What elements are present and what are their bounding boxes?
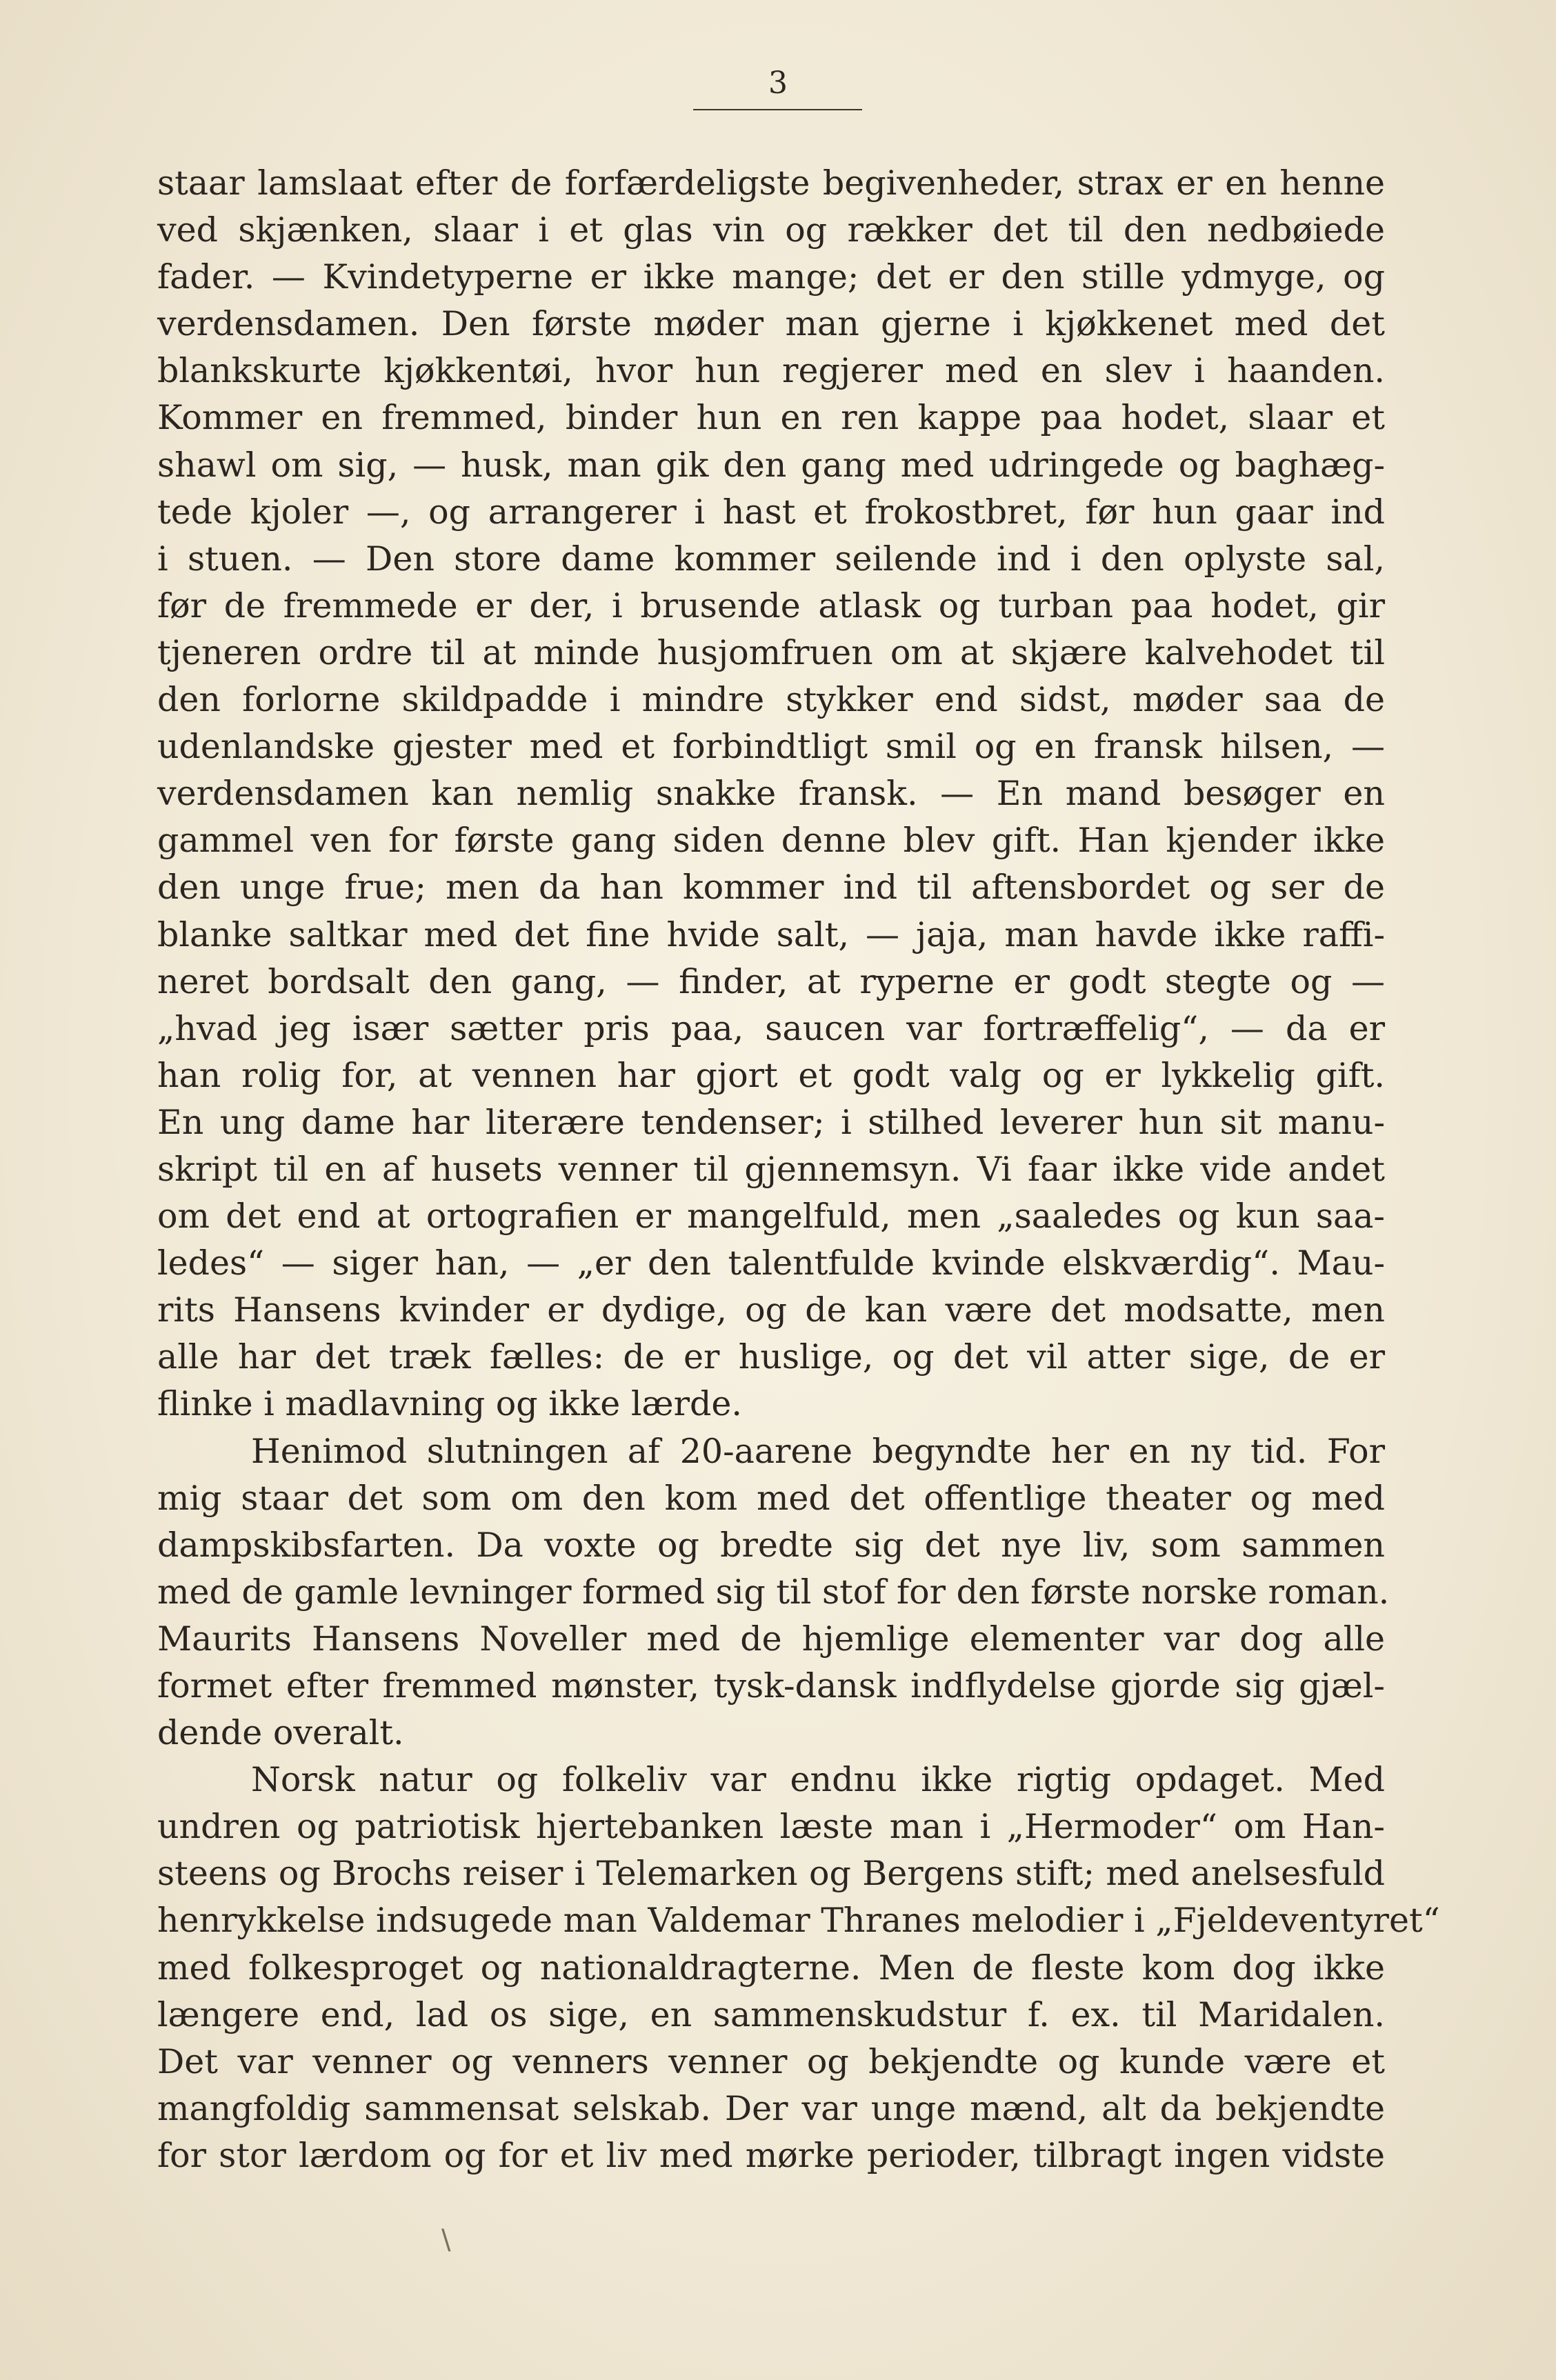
text-line: En ung dame har literære tendenser; i stilhed leverer hun sit manu-: [157, 1102, 1385, 1142]
text-line: shawl om sig, — husk, man gik den gang med udringede og baghæg-: [157, 445, 1385, 485]
text-line: udenlandske gjester med et forbindtligt smil og en fransk hilsen, —: [157, 727, 1385, 767]
paragraph: [157, 1757, 1440, 2179]
text-line: henrykkelse indsugede man Valdemar Thranes melodier i „Fjeldeventyret“: [157, 1901, 1440, 1941]
text-line: tjeneren ordre til at minde husjomfruen om at skjære kalvehodet til: [157, 632, 1385, 672]
text-line: formet efter fremmed mønster, tysk-dansk indflydelse gjorde sig gjæl-: [157, 1666, 1385, 1706]
text-line: verdensdamen kan nemlig snakke fransk. — En mand besøger en: [157, 774, 1385, 814]
text-line: ved skjænken, slaar i et glas vin og rækker det til den nedbøiede: [157, 210, 1385, 250]
text-line: dende overalt.: [157, 1713, 404, 1753]
text-line: „hvad jeg især sætter pris paa, saucen var fortræffelig“, — da er: [157, 1008, 1385, 1048]
text-line: den forlorne skildpadde i mindre stykker end sidst, møder saa de: [157, 680, 1385, 720]
text-line: Henimod slutningen af 20-aarene begyndte her en ny tid. For: [251, 1431, 1385, 1471]
paragraph: [157, 1428, 1390, 1757]
text-line: fader. — Kvindetyperne er ikke mange; det er den stille ydmyge, og: [157, 257, 1385, 297]
text-line: mangfoldig sammensat selskab. Der var unge mænd, alt da bekjendte: [157, 2088, 1385, 2128]
body-text: [157, 160, 1440, 2179]
text-line: den unge frue; men da han kommer ind til aftensbordet og ser de: [157, 868, 1385, 908]
header-rule: [693, 109, 862, 110]
text-line: med folkesproget og nationaldragterne. Men de fleste kom dog ikke: [157, 1948, 1385, 1988]
text-line: verdensdamen. Den første møder man gjerne i kjøkkenet med det: [157, 304, 1385, 344]
paragraph: [157, 160, 1385, 1428]
text-line: undren og patriotisk hjertebanken læste man i „Hermoder“ om Han-: [157, 1807, 1385, 1847]
text-line: længere end, lad os sige, en sammenskudstur f. ex. til Maridalen.: [157, 1994, 1385, 2034]
text-line: steens og Brochs reiser i Telemarken og Bergens stift; med anelsesfuld: [157, 1854, 1385, 1894]
text-line: gammel ven for første gang siden denne blev gift. Han kjender ikke: [157, 821, 1385, 861]
text-line: før de fremmede er der, i brusende atlask og turban paa hodet, gir: [157, 586, 1385, 626]
text-line: flinke i madlavning og ikke lærde.: [157, 1384, 742, 1424]
text-line: rits Hansens kvinder er dydige, og de kan være det modsatte, men: [157, 1290, 1385, 1330]
text-line: han rolig for, at vennen har gjort et godt valg og er lykkelig gift.: [157, 1055, 1385, 1095]
text-line: mig staar det som om den kom med det offentlige theater og med: [157, 1478, 1385, 1518]
text-line: tede kjoler —, og arrangerer i hast et frokostbret, før hun gaar ind: [157, 492, 1385, 532]
text-line: Kommer en fremmed, binder hun en ren kappe paa hodet, slaar et: [157, 398, 1385, 438]
text-line: neret bordsalt den gang, — finder, at ryperne er godt stegte og —: [157, 961, 1385, 1001]
text-line: for stor lærdom og for et liv med mørke perioder, tilbragt ingen vidste: [157, 2135, 1385, 2175]
text-line: Maurits Hansens Noveller med de hjemlige elementer var dog alle: [157, 1619, 1385, 1659]
text-line: blanke saltkar med det fine hvide salt, — jaja, man havde ikke raffi-: [157, 914, 1385, 954]
text-line: med de gamle levninger formed sig til stof for den første norske roman.: [157, 1572, 1390, 1612]
text-line: alle har det træk fælles: de er huslige, og det vil atter sige, de er: [157, 1337, 1385, 1377]
text-line: Norsk natur og folkeliv var endnu ikke rigtig opdaget. Med: [251, 1760, 1385, 1800]
stray-mark: \: [441, 2224, 451, 2256]
text-line: dampskibsfarten. Da voxte og bredte sig det nye liv, som sammen: [157, 1525, 1385, 1565]
text-line: Det var venner og venners venner og bekjendte og kunde være et: [157, 2041, 1385, 2081]
page-number: 3: [768, 66, 788, 101]
text-line: i stuen. — Den store dame kommer seilende ind i den oplyste sal,: [157, 539, 1385, 579]
text-line: staar lamslaat efter de forfærdeligste begivenheder, strax er en henne: [157, 163, 1385, 203]
text-line: skript til en af husets venner til gjennemsyn. Vi faar ikke vide andet: [157, 1149, 1385, 1189]
text-line: om det end at ortografien er mangelfuld, men „saaledes og kun saa-: [157, 1197, 1385, 1237]
text-line: blankskurte kjøkkentøi, hvor hun regjerer med en slev i haanden.: [157, 351, 1385, 391]
text-line: ledes“ — siger han, — „er den talentfulde kvinde elskværdig“. Mau-: [157, 1243, 1385, 1283]
